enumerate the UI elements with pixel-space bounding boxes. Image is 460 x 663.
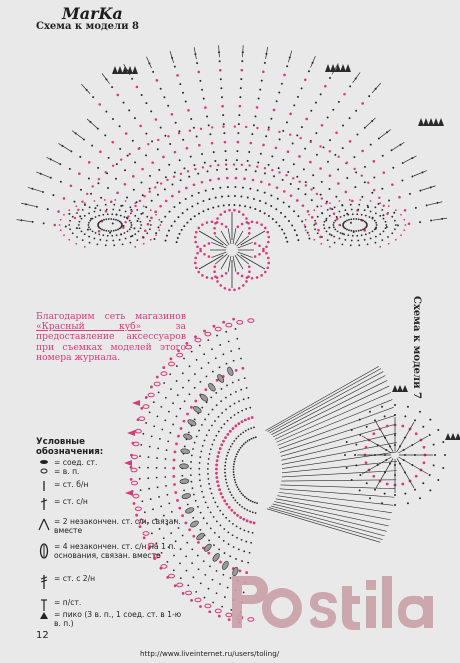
postila-watermark xyxy=(214,562,460,659)
legend-item xyxy=(34,574,184,590)
legend-text: = соед. ст. xyxy=(54,458,98,467)
scheme-title-model-7: Схема к модели 7 xyxy=(411,296,422,399)
legend-text: = п/ст. xyxy=(54,598,82,607)
cluster-icon xyxy=(34,542,54,560)
legend-item xyxy=(34,610,184,628)
scheme-title-model-8: Схема к модели 8 xyxy=(36,21,139,32)
legend-text: = ст. с 2/н xyxy=(54,574,96,583)
chain-icon xyxy=(34,467,54,476)
page-number: 12 xyxy=(36,630,49,641)
legend-text: = 2 незакончен. ст. с/н, связан. вместе xyxy=(54,517,181,535)
legend-item xyxy=(34,497,184,511)
treble-crochet-icon xyxy=(34,574,54,590)
thanks-part2: за предоставление аксессуаров при съемках моделей этого номера журнала. xyxy=(36,321,186,363)
thanks-note xyxy=(36,312,186,363)
legend-item xyxy=(34,542,184,560)
legend-item xyxy=(34,458,184,467)
footer-url[interactable]: http://www.liveinternet.ru/users/toling/ xyxy=(140,649,280,658)
legend-item xyxy=(34,467,184,476)
watermark-logo-icon xyxy=(214,562,460,659)
brand-logo: MarKa xyxy=(62,4,123,23)
legend-text: = ст. с/н xyxy=(54,497,88,506)
legend-item xyxy=(34,517,184,535)
single-crochet-icon xyxy=(34,480,54,492)
store-name: «Красный куб» xyxy=(36,321,142,333)
legend-text: = в. п. xyxy=(54,467,80,476)
legend-text: = ст. б/н xyxy=(54,480,89,489)
legend-text: = пико (3 в. п., 1 соед. ст. в 1-ю в. п.) xyxy=(54,610,182,628)
dc2tog-icon xyxy=(34,517,54,535)
legend-title: Условные обозначения: xyxy=(36,437,104,457)
double-crochet-icon xyxy=(34,497,54,511)
picot-icon xyxy=(34,610,54,628)
thanks-part1: Благодарим сеть магазинов xyxy=(36,311,186,322)
legend-text: = 4 незакончен. ст. с/н на 1 п. основания, связан. вместе xyxy=(54,542,176,560)
slip-stitch-icon xyxy=(34,458,54,467)
legend-item xyxy=(34,480,184,492)
